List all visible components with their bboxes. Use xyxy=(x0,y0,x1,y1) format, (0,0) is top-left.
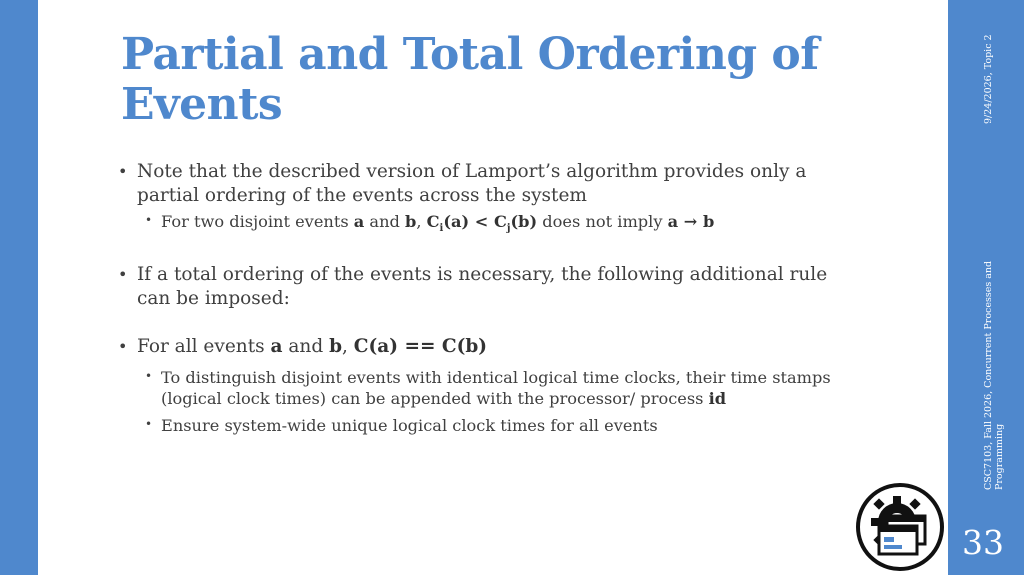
bullet-partial-ordering xyxy=(116,160,836,208)
event-a: a xyxy=(270,336,283,358)
and-text: and xyxy=(364,212,406,231)
subbullet-text: To distinguish disjoint events with identical logical time clocks, their time stamps (logical clock times) can be appended with the processor/ process xyxy=(161,368,831,409)
and-text: and xyxy=(282,336,330,358)
slide-title: Partial and Total Ordering of Events xyxy=(121,29,819,130)
bullet-text: For all events xyxy=(137,336,271,358)
bullet-text: Note that the described version of Lamport’s algorithm provides only a partial ordering of the events across the system xyxy=(137,161,807,206)
slide-number: 33 xyxy=(962,523,1004,562)
subbullet-text: Ensure system-wide unique logical clock times for all events xyxy=(161,416,658,436)
does-not-imply-text: does not imply xyxy=(537,212,668,231)
slide-content xyxy=(116,160,836,436)
arrow-symbol: → xyxy=(678,212,703,231)
event-b: b xyxy=(405,212,417,231)
event-a: a xyxy=(353,212,365,231)
clock-ci: $C_i(a)$ xyxy=(426,212,470,235)
less-than-symbol: < xyxy=(469,212,494,231)
bullet-dot: • xyxy=(145,213,153,227)
bullet-dot: • xyxy=(145,417,153,432)
sidebar-date: 9/24/2026, Topic 2 xyxy=(983,34,994,124)
left-accent-bar xyxy=(0,0,38,575)
bullet-dot: • xyxy=(145,369,153,384)
subbullet-disjoint-events xyxy=(116,211,836,239)
bullet-dot: • xyxy=(118,337,128,357)
event-b: b xyxy=(329,336,343,358)
process-id: id xyxy=(708,389,727,409)
comma-text: , xyxy=(342,336,354,358)
clock-cj: $C_j(b)$ xyxy=(494,212,538,235)
bullet-total-ordering xyxy=(116,263,836,311)
bullet-all-events xyxy=(116,335,836,359)
course-logo xyxy=(853,480,947,574)
subbullet-distinguish-events xyxy=(116,367,836,409)
subbullet-text: For two disjoint events xyxy=(161,212,354,231)
clock-equality-expression: C(a) == C(b) xyxy=(353,336,488,358)
event-b: b xyxy=(702,212,715,231)
subbullet-unique-times xyxy=(116,415,836,436)
bullet-dot: • xyxy=(118,265,128,285)
gear-windows-icon xyxy=(853,480,947,574)
sidebar-course-title: CSC7103, Fall 2026, Concurrent Processes and Programming xyxy=(983,260,1005,490)
bullet-dot: • xyxy=(118,162,128,181)
bullet-text: If a total ordering of the events is necessary, the following additional rule can be imposed: xyxy=(137,264,828,310)
comma-text: , xyxy=(416,212,427,231)
event-a: a xyxy=(667,212,679,231)
